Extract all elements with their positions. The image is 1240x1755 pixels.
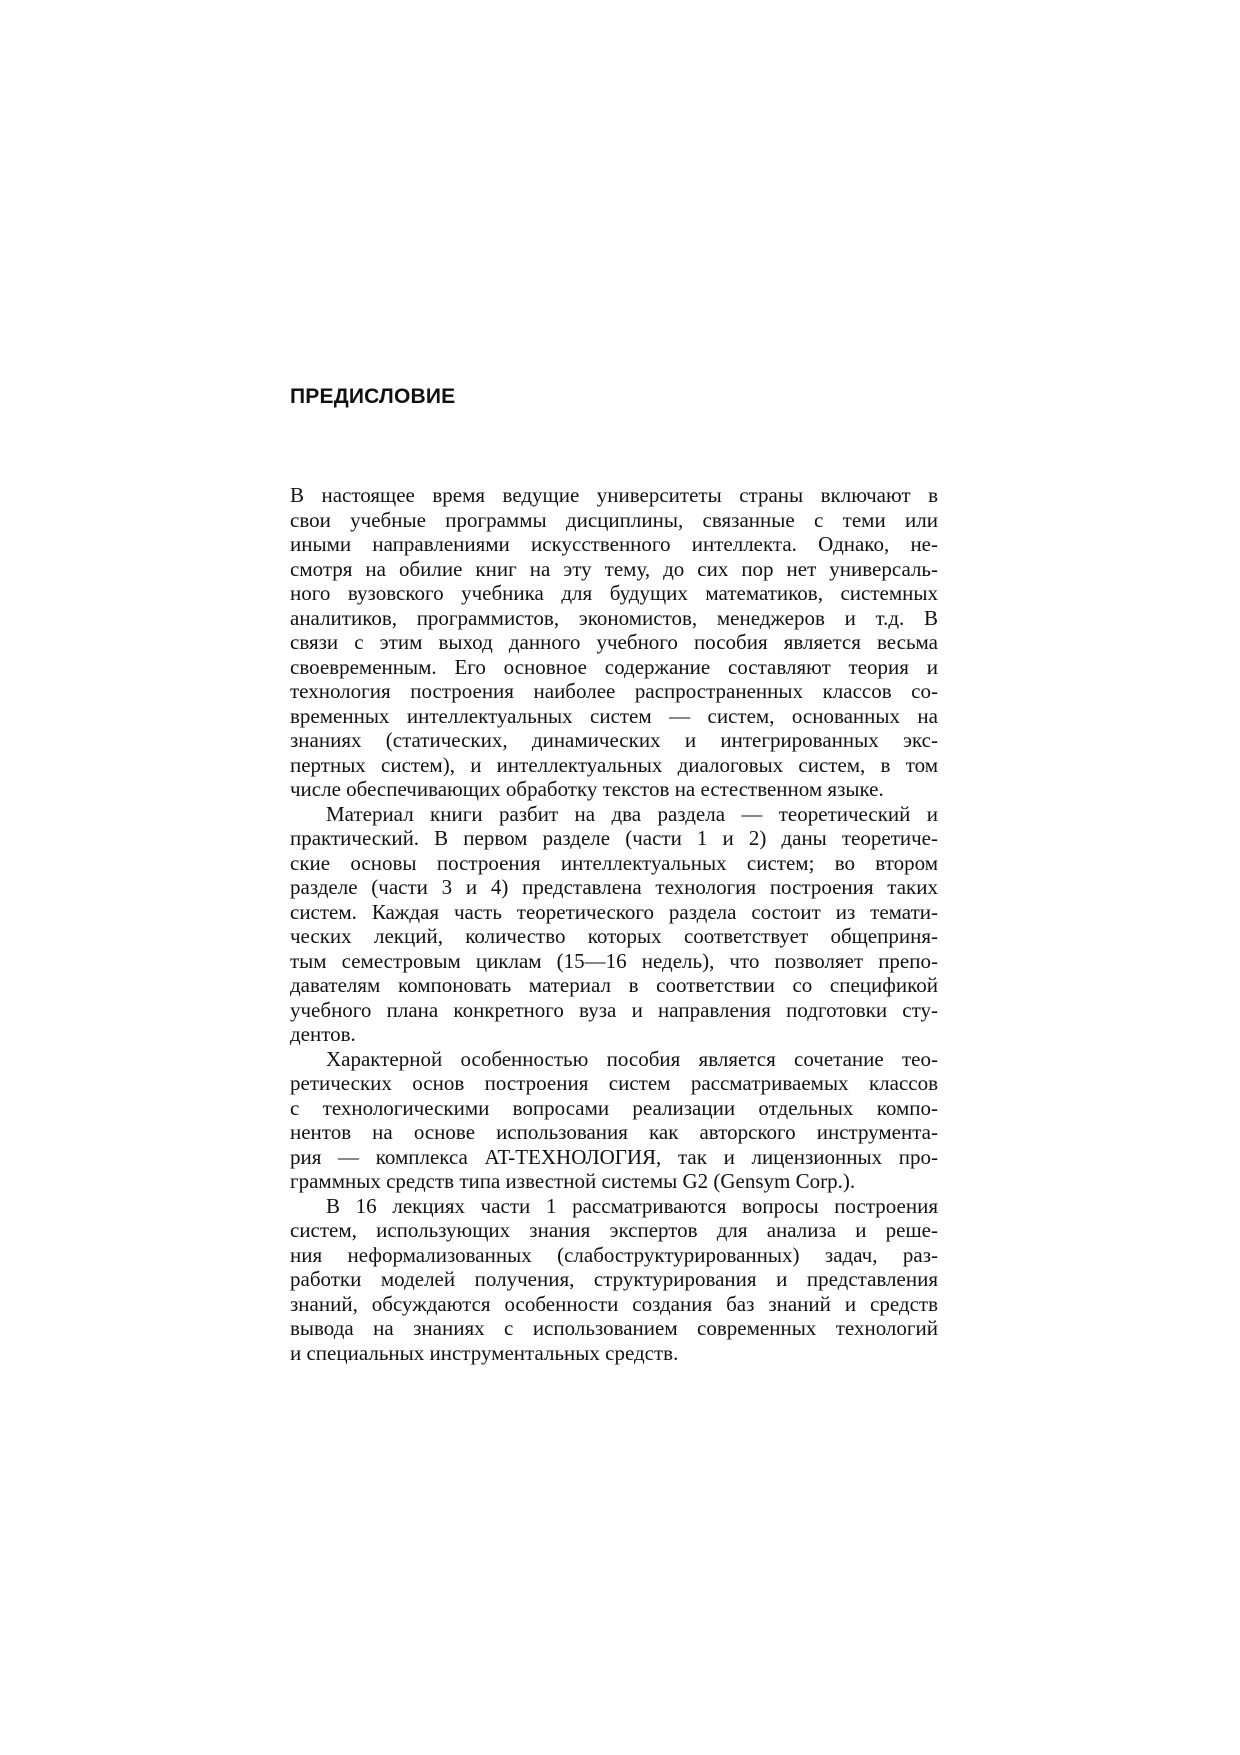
text-line: систем. Каждая часть теоретического раздела состоит из темати- [290,899,938,924]
text-line: В настоящее время ведущие университеты страны включают в [290,483,938,507]
text-line: ские основы построения интеллектуальных систем; во втором [290,850,938,875]
text-line: дентов. [290,1022,356,1046]
text-line: аналитиков, программистов, экономистов, менеджеров и т.д. В [290,605,938,630]
text-line: работки моделей получения, структурирования и представления [290,1267,938,1291]
text-line: рия — комплекса AT-ТЕХНОЛОГИЯ, так и лицензионных про- [290,1144,938,1169]
text-line: граммных средств типа известной системы G2 (Gensym Corp.). [290,1169,856,1193]
text-line: свои учебные программы дисциплины, связанные с теми или [290,507,938,532]
text-line: смотря на обилие книг на эту тему, до сих пор нет универсаль- [290,556,938,581]
text-line: знаниях (статических, динамических и интегрированных экс- [290,728,938,752]
preface-body [290,483,938,1365]
text-line: с технологическими вопросами реализации отдельных компо- [290,1095,938,1120]
text-line: числе обеспечивающих обработку текстов на естественном языке. [290,777,884,801]
text-line: учебного плана конкретного вуза и направления подготовки сту- [290,997,938,1022]
text-line: Характерной особенностью пособия является сочетание тео- [326,1046,938,1071]
paragraph [290,1194,938,1366]
text-line: ния неформализованных (слабоструктурированных) задач, раз- [290,1242,938,1267]
text-line: В 16 лекциях части 1 рассматриваются вопросы построения [326,1193,938,1218]
text-line: и специальных инструментальных средств. [290,1340,679,1365]
text-line: временных интеллектуальных систем — систем, основанных на [290,703,938,728]
text-line: связи с этим выход данного учебного пособия является весьма [290,630,938,654]
text-line: пертных систем), и интеллектуальных диалоговых систем, в том [290,752,938,777]
text-line: тым семестровым циклам (15—16 недель), что позволяет препо- [290,948,938,973]
text-line: практический. В первом разделе (части 1 и 2) даны теоретиче- [290,826,938,850]
text-line: систем, использующих знания экспертов для анализа и реше- [290,1218,938,1242]
page-heading: ПРЕДИСЛОВИЕ [290,385,456,408]
paragraph [290,483,938,802]
text-line: знаний, обсуждаются особенности создания баз знаний и средств [290,1291,938,1316]
text-line: ного вузовского учебника для будущих математиков, системных [290,581,938,605]
text-line: Материал книги разбит на два раздела — теоретический и [326,801,938,826]
text-line: технология построения наиболее распространенных классов со- [290,679,938,703]
text-line: своевременным. Его основное содержание составляют теория и [290,654,938,679]
text-line: вывода на знаниях с использованием современных технологий [290,1316,938,1340]
text-line: иными направлениями искусственного интеллекта. Однако, не- [290,532,938,556]
paragraph [290,1047,938,1194]
text-line: ческих лекций, количество которых соответствует общеприня- [290,924,938,948]
text-line: разделе (части 3 и 4) представлена технология построения таких [290,875,938,899]
text-line: давателям компоновать материал в соответствии со спецификой [290,973,938,997]
text-line: нентов на основе использования как авторского инструмента- [290,1120,938,1144]
text-line: ретических основ построения систем рассматриваемых классов [290,1071,938,1095]
paragraph [290,802,938,1047]
